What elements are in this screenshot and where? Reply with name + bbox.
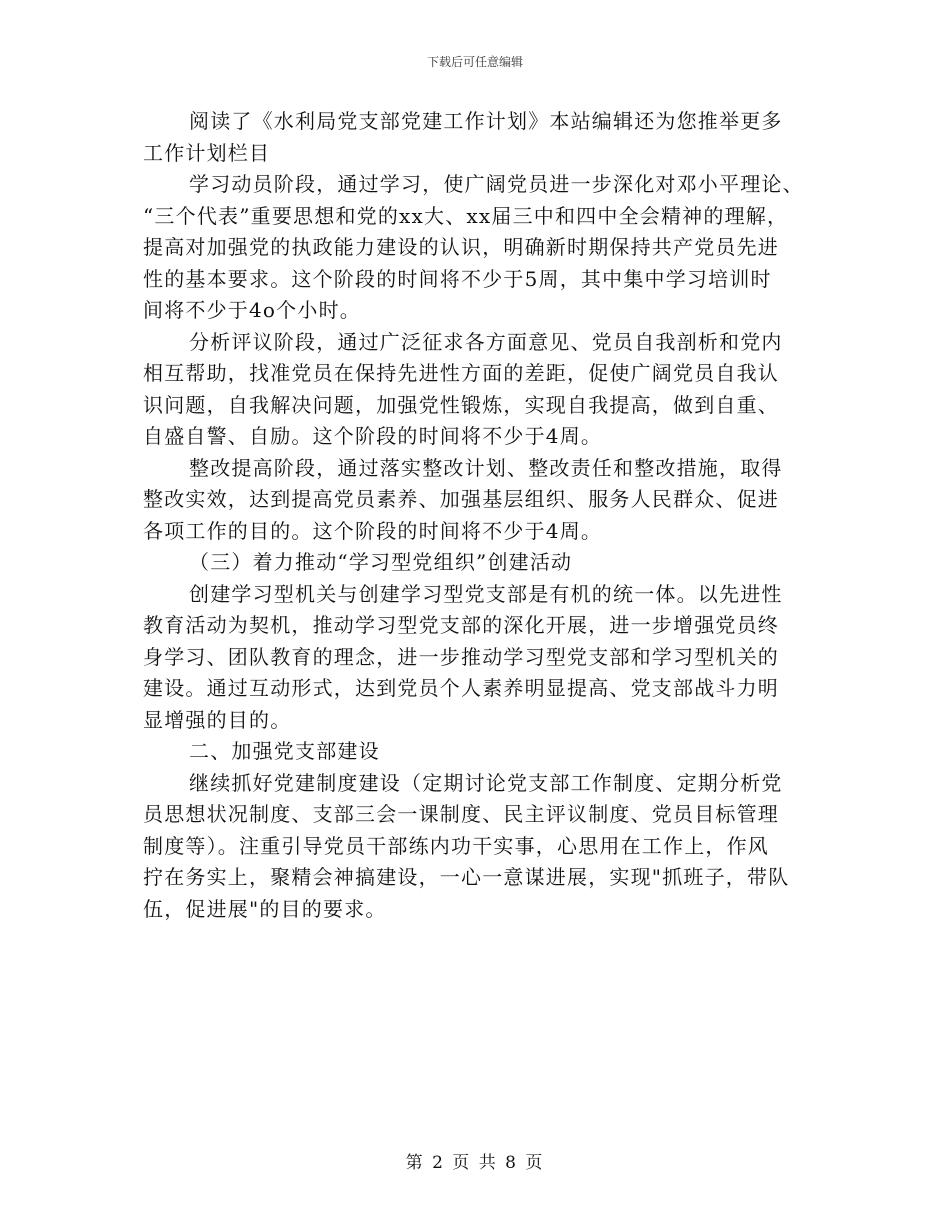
text-line: 提高对加强党的执政能力建设的认识，明确新时期保持共产党员先进 (143, 235, 779, 259)
text-line: 阅读了《水利局党支部党建工作计划》本站编辑还为您推举更多 (189, 109, 783, 133)
section-heading: （三）着力推动“学习型党组织”创建活动 (189, 550, 573, 574)
text-line: 各项工作的目的。这个阶段的时间将不少于4周。 (143, 518, 603, 543)
text-line: 整改实效，达到提高党员素养、加强基层组织、服务人民群众、促进 (143, 487, 779, 511)
text-line: 自盛自警、自励。这个阶段的时间将不少于4周。 (143, 424, 603, 448)
text-line: 性的基本要求。这个阶段的时间将不少于5周，其中集中学习培训时 (143, 266, 772, 291)
text-line: 识问题，自我解决问题，加强党性锻炼，实现自我提高，做到自重、 (143, 392, 779, 417)
body-text (143, 106, 815, 925)
text-line: 相互帮助，找准党员在保持先进性方面的差距，促使广阔党员自我认 (143, 361, 779, 385)
text-line: 员思想状况制度、支部三会一课制度、民主评议制度、党员目标管理 (143, 802, 779, 826)
text-line: 分析评议阶段，通过广泛征求各方面意见、党员自我剖析和党内 (189, 329, 783, 354)
document-body (143, 106, 815, 925)
text-line: 拧在务实上，聚精会神搞建设，一心一意谋进展，实现"抓班子，带队 (143, 865, 790, 889)
page-number: 第 2 页 共 8 页 (405, 1153, 545, 1173)
text-line: 整改提高阶段，通过落实整改计划、整改责任和整改措施，取得 (189, 455, 783, 480)
text-line: 学习动员阶段，通过学习，使广阔党员进一步深化对邓小平理论、 (189, 172, 804, 196)
text-line: 工作计划栏目 (143, 140, 271, 165)
text-line: 制度等）。注重引导党员干部练内功干实事，心思用在工作上，作风 (143, 833, 769, 858)
header-note: 下载后可任意编辑 (426, 55, 523, 69)
section-heading: 二、加强党支部建设 (189, 739, 380, 763)
text-line: 教育活动为契机，推动学习型党支部的深化开展，进一步增强党员终 (143, 613, 779, 637)
text-line: 继续抓好党建制度建设（定期讨论党支部工作制度、定期分析党 (189, 770, 783, 795)
text-line: 间将不少于4o个小时。 (143, 298, 361, 322)
text-line: 伍，促进展"的目的要求。 (143, 896, 387, 921)
text-line: 身学习、团队教育的理念，进一步推动学习型党支部和学习型机关的 (143, 644, 779, 669)
text-line: “三个代表”重要思想和党的xx大、xx届三中和四中全会精神的理解， (143, 203, 789, 228)
text-line: 建设。通过互动形式，达到党员个人素养明显提高、党支部战斗力明 (143, 676, 779, 700)
text-line: 显增强的目的。 (143, 707, 292, 732)
text-line: 创建学习型机关与创建学习型党支部是有机的统一体。以先进性 (189, 581, 783, 606)
